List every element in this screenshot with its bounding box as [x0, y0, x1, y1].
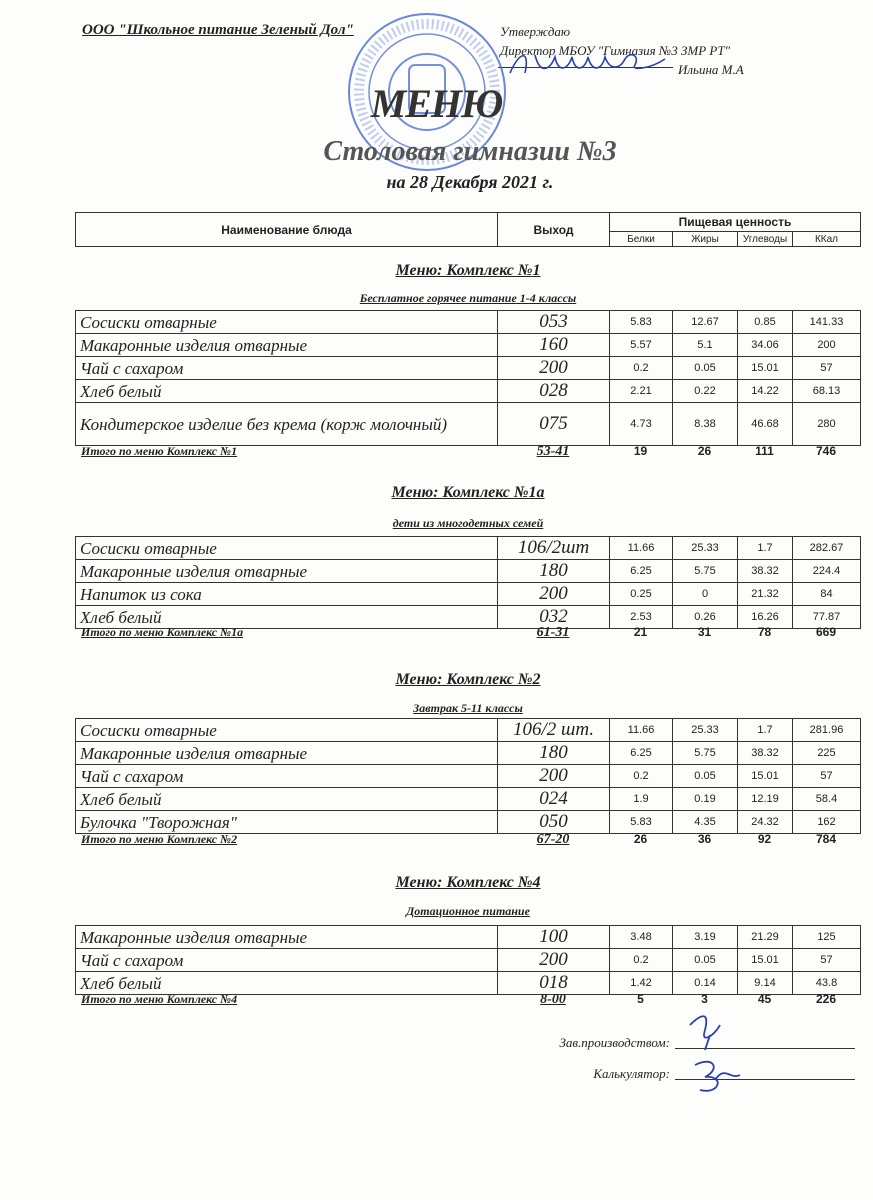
protein-cell: 11.66: [610, 537, 673, 560]
total-kcal: 669: [815, 625, 837, 639]
kcal-cell: 125: [793, 926, 861, 949]
kcal-cell: 77.87: [793, 606, 861, 629]
dish-output-cell: 200: [498, 583, 610, 606]
table-row: [76, 926, 861, 949]
protein-cell: 6.25: [610, 742, 673, 765]
table-row: [76, 811, 861, 834]
fat-cell: 5.75: [673, 560, 738, 583]
dish-name-cell: Макаронные изделия отварные: [76, 742, 498, 765]
header-carbs: Углеводы: [738, 232, 793, 247]
total-output: 53-41: [536, 444, 570, 459]
carbs-cell: 0.85: [738, 311, 793, 334]
dish-name-cell: Кондитерское изделие без крема (корж молочный): [76, 403, 498, 446]
total-fat: 3: [701, 992, 708, 1006]
protein-cell: 0.25: [610, 583, 673, 606]
kcal-cell: 57: [793, 949, 861, 972]
total-protein: 21: [633, 625, 648, 639]
section-total-row: [75, 625, 860, 641]
protein-cell: 0.2: [610, 357, 673, 380]
dish-name-cell: Макаронные изделия отварные: [76, 560, 498, 583]
table-row: [76, 583, 861, 606]
dish-name-cell: Чай с сахаром: [76, 949, 498, 972]
carbs-cell: 34.06: [738, 334, 793, 357]
carbs-cell: 1.7: [738, 537, 793, 560]
protein-cell: 0.2: [610, 949, 673, 972]
carbs-cell: 38.32: [738, 742, 793, 765]
table-row: [76, 949, 861, 972]
table-row: [76, 765, 861, 788]
protein-cell: 3.48: [610, 926, 673, 949]
table-row: [76, 311, 861, 334]
section-subtitle: Бесплатное горячее питание 1-4 классы: [359, 291, 577, 305]
section-subtitle: дети из многодетных семей: [392, 516, 544, 530]
protein-cell: 1.9: [610, 788, 673, 811]
fat-cell: 0.26: [673, 606, 738, 629]
fat-cell: 5.75: [673, 742, 738, 765]
carbs-cell: 12.19: [738, 788, 793, 811]
section-subtitle: Дотационное питание: [406, 904, 530, 918]
total-protein: 5: [637, 992, 644, 1006]
dish-name-cell: Хлеб белый: [76, 972, 498, 995]
protein-cell: 1.42: [610, 972, 673, 995]
dish-output-cell: 106/2 шт.: [498, 719, 610, 742]
menu-table: [75, 718, 861, 834]
section-total-row: [75, 832, 860, 848]
kcal-cell: 141.33: [793, 311, 861, 334]
protein-cell: 5.57: [610, 334, 673, 357]
kcal-cell: 280: [793, 403, 861, 446]
fat-cell: 0.14: [673, 972, 738, 995]
table-row: [76, 357, 861, 380]
section-total-row: [75, 444, 860, 460]
fat-cell: 5.1: [673, 334, 738, 357]
total-kcal: 784: [815, 832, 837, 846]
total-protein: 26: [633, 832, 648, 846]
table-row: [76, 537, 861, 560]
dish-name-cell: Сосиски отварные: [76, 537, 498, 560]
total-label: Итого по меню Комплекс №1а: [81, 625, 244, 639]
kcal-cell: 58.4: [793, 788, 861, 811]
handwritten-signatures: [670, 1005, 750, 1100]
dish-name-cell: Сосиски отварные: [76, 719, 498, 742]
section-title: Меню: Комплекс №2: [395, 671, 541, 688]
dish-output-cell: 032: [498, 606, 610, 629]
carbs-cell: 21.32: [738, 583, 793, 606]
carbs-cell: 46.68: [738, 403, 793, 446]
dish-output-cell: 160: [498, 334, 610, 357]
dish-name-cell: Чай с сахаром: [76, 357, 498, 380]
total-carbs: 45: [757, 992, 772, 1006]
carbs-cell: 38.32: [738, 560, 793, 583]
kcal-cell: 282.67: [793, 537, 861, 560]
canteen-name: Столовая гимназии №3: [323, 136, 617, 167]
total-carbs: 111: [755, 444, 774, 458]
section-subtitle: Завтрак 5-11 классы: [413, 701, 523, 715]
table-row: [76, 742, 861, 765]
header-nutrition: Пищевая ценность: [610, 213, 861, 232]
calculator-label: Калькулятор:: [593, 1066, 670, 1081]
dish-output-cell: 180: [498, 560, 610, 583]
carbs-cell: 16.26: [738, 606, 793, 629]
header-dish-name: Наименование блюда: [76, 213, 498, 247]
carbs-cell: 15.01: [738, 765, 793, 788]
production-manager-label: Зав.производством:: [559, 1035, 670, 1050]
dish-output-cell: 075: [498, 403, 610, 446]
total-fat: 36: [697, 832, 712, 846]
kcal-cell: 68.13: [793, 380, 861, 403]
fat-cell: 4.35: [673, 811, 738, 834]
menu-table: [75, 536, 861, 629]
protein-cell: 11.66: [610, 719, 673, 742]
dish-output-cell: 028: [498, 380, 610, 403]
dish-output-cell: 024: [498, 788, 610, 811]
kcal-cell: 225: [793, 742, 861, 765]
dish-output-cell: 180: [498, 742, 610, 765]
kcal-cell: 162: [793, 811, 861, 834]
protein-cell: 2.21: [610, 380, 673, 403]
table-row: [76, 560, 861, 583]
dish-name-cell: Хлеб белый: [76, 380, 498, 403]
protein-cell: 5.83: [610, 311, 673, 334]
dish-output-cell: 200: [498, 357, 610, 380]
kcal-cell: 57: [793, 765, 861, 788]
fat-cell: 8.38: [673, 403, 738, 446]
kcal-cell: 224.4: [793, 560, 861, 583]
total-output: 61-31: [536, 625, 570, 640]
total-kcal: 746: [815, 444, 837, 458]
dish-name-cell: Макаронные изделия отварные: [76, 334, 498, 357]
fat-cell: 25.33: [673, 537, 738, 560]
total-label: Итого по меню Комплекс №2: [81, 832, 238, 846]
fat-cell: 3.19: [673, 926, 738, 949]
table-row: [76, 380, 861, 403]
carbs-cell: 14.22: [738, 380, 793, 403]
total-fat: 26: [697, 444, 712, 458]
fat-cell: 12.67: [673, 311, 738, 334]
kcal-cell: 57: [793, 357, 861, 380]
dish-name-cell: Булочка "Творожная": [76, 811, 498, 834]
menu-date: на 28 Декабря 2021 г.: [386, 172, 554, 192]
fat-cell: 0: [673, 583, 738, 606]
fat-cell: 25.33: [673, 719, 738, 742]
carbs-cell: 24.32: [738, 811, 793, 834]
total-label: Итого по меню Комплекс №1: [81, 444, 238, 458]
carbs-cell: 21.29: [738, 926, 793, 949]
organization-name: ООО "Школьное питание Зеленый Дол": [82, 22, 354, 38]
header-fat: Жиры: [673, 232, 738, 247]
dish-name-cell: Макаронные изделия отварные: [76, 926, 498, 949]
total-label: Итого по меню Комплекс №4: [81, 992, 238, 1006]
dish-output-cell: 100: [498, 926, 610, 949]
protein-cell: 0.2: [610, 765, 673, 788]
total-output: 8-00: [540, 992, 566, 1007]
dish-output-cell: 106/2шт: [498, 537, 610, 560]
dish-output-cell: 200: [498, 765, 610, 788]
total-kcal: 226: [815, 992, 837, 1006]
header-protein: Белки: [610, 232, 673, 247]
fat-cell: 0.05: [673, 357, 738, 380]
carbs-cell: 9.14: [738, 972, 793, 995]
dish-name-cell: Сосиски отварные: [76, 311, 498, 334]
total-output: 67-20: [536, 832, 570, 847]
dish-name-cell: Напиток из сока: [76, 583, 498, 606]
carbs-cell: 15.01: [738, 949, 793, 972]
dish-name-cell: Чай с сахаром: [76, 765, 498, 788]
carbs-cell: 15.01: [738, 357, 793, 380]
table-row: [76, 719, 861, 742]
protein-cell: 4.73: [610, 403, 673, 446]
header-kcal: ККал: [793, 232, 861, 247]
protein-cell: 6.25: [610, 560, 673, 583]
fat-cell: 0.19: [673, 788, 738, 811]
table-row: [76, 788, 861, 811]
section-title: Меню: Комплекс №1: [395, 262, 541, 279]
dish-output-cell: 050: [498, 811, 610, 834]
dish-output-cell: 200: [498, 949, 610, 972]
menu-table: [75, 925, 861, 995]
director-signature: [500, 45, 680, 80]
kcal-cell: 200: [793, 334, 861, 357]
approve-label: Утверждаю: [500, 24, 571, 39]
dish-output-cell: 018: [498, 972, 610, 995]
section-title: Меню: Комплекс №4: [395, 874, 541, 891]
protein-cell: 2.53: [610, 606, 673, 629]
dish-name-cell: Хлеб белый: [76, 606, 498, 629]
protein-cell: 5.83: [610, 811, 673, 834]
total-fat: 31: [697, 625, 712, 639]
fat-cell: 0.05: [673, 765, 738, 788]
fat-cell: 0.22: [673, 380, 738, 403]
table-row: [76, 403, 861, 446]
kcal-cell: 43.8: [793, 972, 861, 995]
dish-name-cell: Хлеб белый: [76, 788, 498, 811]
total-carbs: 78: [757, 625, 772, 639]
fat-cell: 0.05: [673, 949, 738, 972]
carbs-cell: 1.7: [738, 719, 793, 742]
section-title: Меню: Комплекс №1а: [391, 484, 545, 501]
menu-table: [75, 310, 861, 446]
table-row: [76, 334, 861, 357]
director-name: Ильина М.А: [678, 62, 744, 77]
kcal-cell: 281.96: [793, 719, 861, 742]
director-title: Директор МБОУ "Гимназия №3 ЗМР РТ": [500, 43, 731, 58]
total-protein: 19: [633, 444, 648, 458]
table-header: [75, 212, 861, 247]
header-output: Выход: [498, 213, 610, 247]
page-title: МЕНЮ: [370, 81, 503, 126]
dish-output-cell: 053: [498, 311, 610, 334]
total-carbs: 92: [757, 832, 772, 846]
kcal-cell: 84: [793, 583, 861, 606]
